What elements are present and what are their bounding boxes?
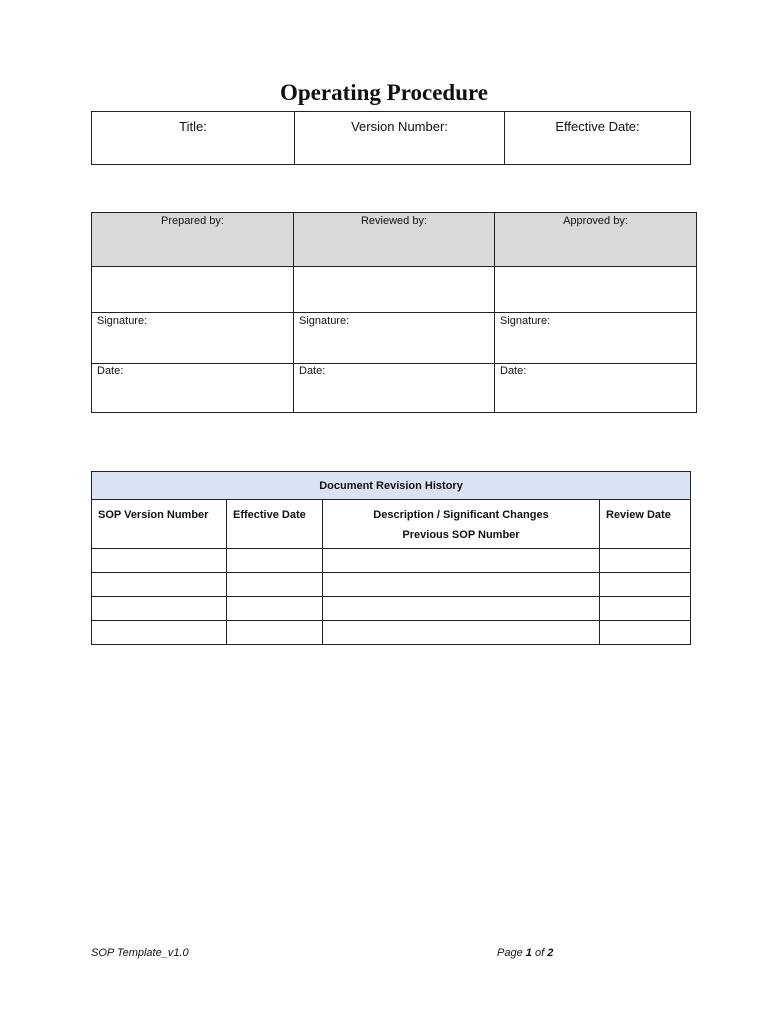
reviewed-by-header: Reviewed by: bbox=[294, 213, 495, 267]
table-cell[interactable] bbox=[227, 549, 323, 573]
table-cell[interactable] bbox=[92, 573, 227, 597]
table-cell[interactable] bbox=[600, 549, 691, 573]
table-cell[interactable] bbox=[227, 573, 323, 597]
col-review-date: Review Date bbox=[600, 500, 691, 549]
version-label: Version Number: bbox=[351, 119, 448, 134]
table-cell[interactable] bbox=[92, 597, 227, 621]
revision-history-caption: Document Revision History bbox=[92, 472, 691, 500]
reviewed-signature[interactable]: Signature: bbox=[294, 313, 495, 364]
reviewed-by-name[interactable] bbox=[294, 267, 495, 313]
page-current: 1 bbox=[525, 947, 532, 959]
table-cell[interactable] bbox=[323, 597, 600, 621]
prepared-by-header: Prepared by: bbox=[92, 213, 294, 267]
header-table bbox=[91, 111, 691, 165]
table-row bbox=[92, 573, 691, 597]
page-prefix: Page bbox=[497, 947, 523, 959]
table-cell[interactable] bbox=[227, 621, 323, 645]
col-description-line2: Previous SOP Number bbox=[402, 529, 520, 541]
page-total: 2 bbox=[547, 947, 554, 959]
table-cell[interactable] bbox=[323, 549, 600, 573]
title-label: Title: bbox=[179, 119, 207, 134]
page-of: of bbox=[534, 947, 545, 959]
table-cell[interactable] bbox=[323, 621, 600, 645]
table-cell[interactable] bbox=[323, 573, 600, 597]
footer-page-number bbox=[497, 947, 553, 959]
revision-history-table bbox=[91, 471, 691, 645]
reviewed-date[interactable]: Date: bbox=[294, 364, 495, 413]
approved-by-name[interactable] bbox=[495, 267, 697, 313]
document-title: Operating Procedure bbox=[279, 80, 489, 105]
prepared-date[interactable]: Date: bbox=[92, 364, 294, 413]
effective-date-label: Effective Date: bbox=[555, 119, 640, 134]
prepared-signature[interactable]: Signature: bbox=[92, 313, 294, 364]
table-cell[interactable] bbox=[92, 549, 227, 573]
approved-date[interactable]: Date: bbox=[495, 364, 697, 413]
table-row bbox=[92, 549, 691, 573]
col-description bbox=[323, 500, 600, 549]
table-cell[interactable] bbox=[600, 621, 691, 645]
version-field[interactable] bbox=[295, 112, 505, 165]
col-sop-version: SOP Version Number bbox=[92, 500, 227, 549]
table-row bbox=[92, 621, 691, 645]
approved-signature[interactable]: Signature: bbox=[495, 313, 697, 364]
approval-table bbox=[91, 212, 697, 413]
effective-date-field[interactable] bbox=[505, 112, 691, 165]
table-row bbox=[92, 597, 691, 621]
footer-template-name: SOP Template_v1.0 bbox=[91, 947, 189, 959]
col-effective-date: Effective Date bbox=[227, 500, 323, 549]
table-cell[interactable] bbox=[600, 597, 691, 621]
table-cell[interactable] bbox=[600, 573, 691, 597]
table-cell[interactable] bbox=[92, 621, 227, 645]
col-description-line1: Description / Significant Changes bbox=[373, 509, 549, 521]
title-field[interactable] bbox=[92, 112, 295, 165]
approved-by-header: Approved by: bbox=[495, 213, 697, 267]
table-cell[interactable] bbox=[227, 597, 323, 621]
prepared-by-name[interactable] bbox=[92, 267, 294, 313]
